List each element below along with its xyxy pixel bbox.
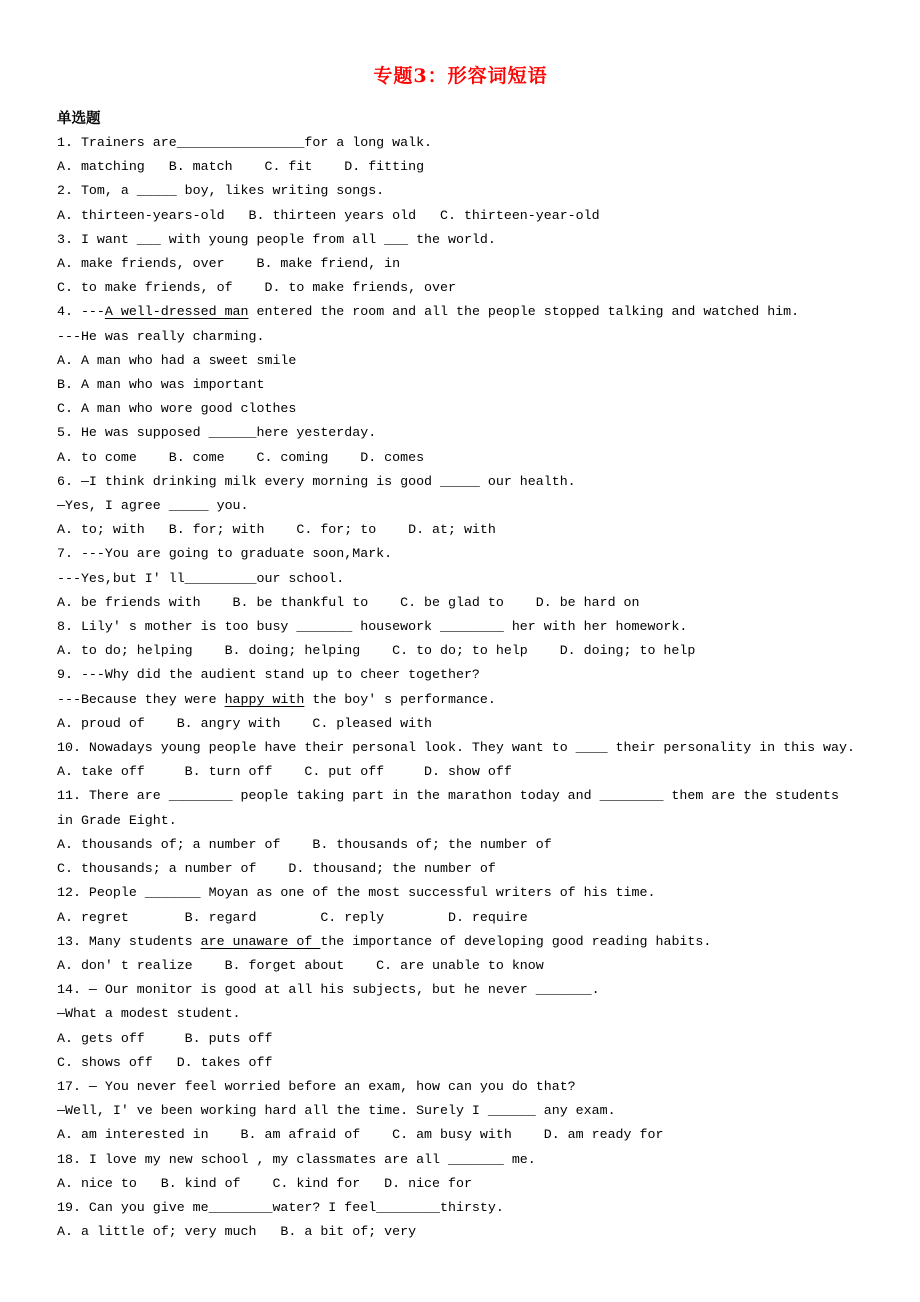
text-segment: ---Because they were bbox=[57, 691, 225, 707]
text-segment: 10. Nowadays young people have their personal look. They want to ____ their personality in this way. bbox=[57, 740, 855, 756]
text-segment: 2. Tom, a _____ boy, likes writing songs. bbox=[57, 183, 385, 199]
text-segment: A. to come B. come C. coming D. comes bbox=[57, 449, 425, 465]
text-segment: 5. He was supposed ______here yesterday. bbox=[57, 425, 377, 441]
document-line bbox=[57, 325, 864, 349]
text-segment: A. nice to B. kind of C. kind for D. nice for bbox=[57, 1175, 472, 1191]
text-segment: A. make friends, over B. make friend, in bbox=[57, 256, 401, 272]
document-line bbox=[57, 760, 864, 784]
document-line bbox=[57, 131, 864, 155]
document-line bbox=[57, 736, 864, 760]
underlined-text: happy with bbox=[224, 691, 305, 707]
document-line bbox=[57, 1099, 864, 1123]
document-line bbox=[57, 1148, 864, 1172]
document-line bbox=[57, 809, 864, 833]
document-line bbox=[57, 494, 864, 518]
document-line bbox=[57, 397, 864, 421]
text-segment: A. thousands of; a number of B. thousands of; the number of bbox=[57, 836, 552, 852]
document-line bbox=[57, 179, 864, 203]
document-line bbox=[57, 930, 864, 954]
text-segment: A. take off B. turn off C. put off D. show off bbox=[57, 764, 512, 780]
document-line bbox=[57, 712, 864, 736]
text-segment: A. A man who had a sweet smile bbox=[57, 352, 297, 368]
text-segment: 14. — Our monitor is good at all his subjects, but he never _______. bbox=[57, 982, 600, 998]
text-segment: C. thousands; a number of D. thousand; the number of bbox=[57, 861, 496, 877]
document-body bbox=[57, 131, 864, 1244]
page-title: 专题3：形容词短语 bbox=[373, 65, 548, 87]
document-line bbox=[57, 591, 864, 615]
text-segment: entered the room and all the people stopped talking and watched him. bbox=[248, 304, 800, 320]
document-line bbox=[57, 688, 864, 712]
text-segment: A. proud of B. angry with C. pleased with bbox=[57, 715, 433, 731]
text-segment: 13. Many students bbox=[57, 933, 201, 949]
text-segment: —Well, I' ve been working hard all the time. Surely I ______ any exam. bbox=[57, 1103, 616, 1119]
document-line bbox=[57, 567, 864, 591]
text-segment: the boy' s performance. bbox=[304, 691, 496, 707]
document-line bbox=[57, 1002, 864, 1026]
document-line bbox=[57, 954, 864, 978]
document-line bbox=[57, 1051, 864, 1075]
document-line bbox=[57, 204, 864, 228]
text-segment: A. gets off B. puts off bbox=[57, 1030, 273, 1046]
text-segment: A. to do; helping B. doing; helping C. to do; to help D. doing; to help bbox=[57, 643, 696, 659]
text-segment: the importance of developing good reading habits. bbox=[320, 933, 712, 949]
text-segment: C. A man who wore good clothes bbox=[57, 401, 297, 417]
text-segment: in Grade Eight. bbox=[57, 812, 177, 828]
text-segment: —Yes, I agree _____ you. bbox=[57, 498, 249, 514]
document-line bbox=[57, 446, 864, 470]
document-line bbox=[57, 1220, 864, 1244]
document-line bbox=[57, 663, 864, 687]
document-line bbox=[57, 978, 864, 1002]
text-segment: A. am interested in B. am afraid of C. am busy with D. am ready for bbox=[57, 1127, 664, 1143]
text-segment: 9. ---Why did the audient stand up to cheer together? bbox=[57, 667, 480, 683]
document-line bbox=[57, 906, 864, 930]
text-segment: ---He was really charming. bbox=[57, 328, 265, 344]
text-segment: 1. Trainers are________________for a long walk. bbox=[57, 135, 433, 150]
document-line bbox=[57, 373, 864, 397]
text-segment: A. thirteen-years-old B. thirteen years old C. thirteen-year-old bbox=[57, 207, 600, 223]
text-segment: 3. I want ___ with young people from all ___ the world. bbox=[57, 231, 496, 247]
text-segment: A. regret B. regard C. reply D. require bbox=[57, 909, 528, 925]
document-line bbox=[57, 881, 864, 905]
document-line bbox=[57, 349, 864, 373]
text-segment: 18. I love my new school , my classmates are all _______ me. bbox=[57, 1151, 536, 1167]
text-segment: C. shows off D. takes off bbox=[57, 1054, 273, 1070]
document-line bbox=[57, 1172, 864, 1196]
document-line bbox=[57, 518, 864, 542]
document-line bbox=[57, 784, 864, 808]
text-segment: 17. — You never feel worried before an exam, how can you do that? bbox=[57, 1078, 576, 1094]
text-segment: 11. There are ________ people taking part in the marathon today and ________ them are the students bbox=[57, 788, 839, 804]
document-line bbox=[57, 228, 864, 252]
text-segment: A. don' t realize B. forget about C. are unable to know bbox=[57, 957, 544, 973]
text-segment: 7. ---You are going to graduate soon,Mark. bbox=[57, 546, 393, 562]
section-heading: 单选题 bbox=[57, 111, 101, 127]
text-segment: 19. Can you give me________water? I feel________thirsty. bbox=[57, 1199, 504, 1215]
document-line bbox=[57, 1027, 864, 1051]
document-line bbox=[57, 1123, 864, 1147]
document-line bbox=[57, 639, 864, 663]
text-segment: 8. Lily' s mother is too busy _______ housework ________ her with her homework. bbox=[57, 619, 688, 635]
document-line bbox=[57, 470, 864, 494]
document-line bbox=[57, 615, 864, 639]
text-segment: A. be friends with B. be thankful to C. be glad to D. be hard on bbox=[57, 594, 640, 610]
text-segment: ---Yes,but I' ll_________our school. bbox=[57, 570, 345, 586]
text-segment: C. to make friends, of D. to make friends, over bbox=[57, 280, 456, 296]
underlined-text: A well-dressed man bbox=[104, 304, 249, 320]
document-line bbox=[57, 421, 864, 445]
text-segment: —What a modest student. bbox=[57, 1006, 241, 1022]
document-line bbox=[57, 252, 864, 276]
underlined-text: are unaware of bbox=[200, 933, 321, 949]
text-segment: 12. People _______ Moyan as one of the most successful writers of his time. bbox=[57, 885, 656, 901]
text-segment: 6. —I think drinking milk every morning is good _____ our health. bbox=[57, 473, 576, 489]
document-line bbox=[57, 1196, 864, 1220]
document-line bbox=[57, 857, 864, 881]
document-line bbox=[57, 542, 864, 566]
document-line bbox=[57, 1075, 864, 1099]
document-line bbox=[57, 276, 864, 300]
document-line bbox=[57, 300, 864, 324]
text-segment: 4. --- bbox=[57, 304, 105, 320]
text-segment: B. A man who was important bbox=[57, 377, 265, 393]
text-segment: A. matching B. match C. fit D. fitting bbox=[57, 159, 425, 175]
document-line bbox=[57, 833, 864, 857]
document-line bbox=[57, 155, 864, 179]
text-segment: A. to; with B. for; with C. for; to D. at; with bbox=[57, 522, 496, 538]
text-segment: A. a little of; very much B. a bit of; very bbox=[57, 1224, 417, 1240]
